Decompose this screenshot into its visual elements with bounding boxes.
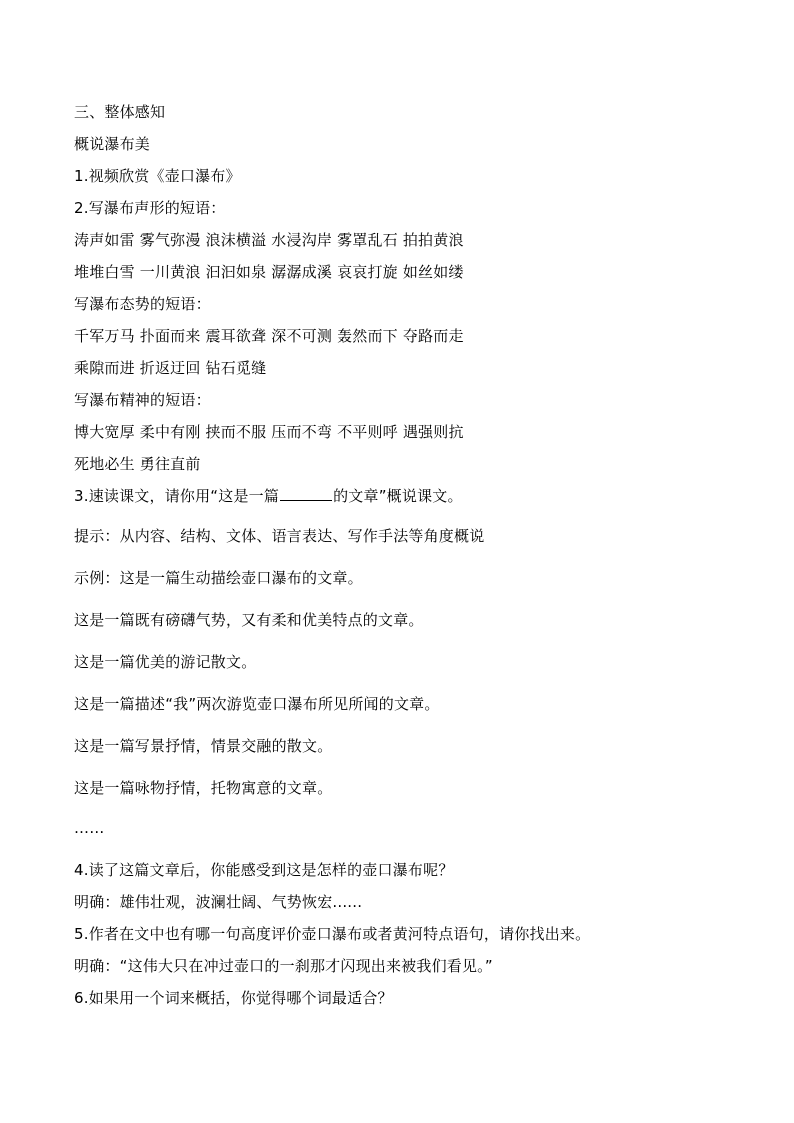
spirit-label: 写瀑布精神的短语： — [74, 391, 211, 409]
answer-4: 这是一篇写景抒情，情景交融的散文。 — [74, 737, 333, 755]
question-4-answer: 明确：雄伟壮观，波澜壮阔、气势恢宏...... — [74, 893, 363, 911]
question-3-suffix: 的文章”概说课文。 — [333, 487, 463, 505]
question-4: 4.读了这篇文章后，你能感受到这是怎样的壶口瀑布呢？ — [74, 861, 454, 879]
fill-in-blank — [280, 486, 332, 501]
section-heading: 三、整体感知 — [74, 103, 166, 121]
posture-phrases-row-1: 千军万马 扑面而来 震耳欲聋 深不可测 轰然而下 夺路而走 — [74, 327, 464, 345]
spirit-phrases-row-1: 博大宽厚 柔中有刚 挟而不服 压而不弯 不平则呼 遇强则抗 — [74, 423, 464, 441]
question-6: 6.如果用一个词来概括，你觉得哪个词最适合？ — [74, 989, 393, 1007]
hint-text: 提示：从内容、结构、文体、语言表达、写作手法等角度概说 — [74, 527, 485, 545]
question-3 — [74, 486, 463, 506]
posture-label: 写瀑布态势的短语： — [74, 295, 211, 313]
answer-5: 这是一篇咏物抒情，托物寓意的文章。 — [74, 779, 333, 797]
question-5: 5.作者在文中也有哪一句高度评价壶口瀑布或者黄河特点语句，请你找出来。 — [74, 925, 591, 943]
answer-3: 这是一篇描述“我”两次游览壶口瀑布所见所闻的文章。 — [74, 695, 440, 713]
question-1: 1.视频欣赏《壶口瀑布》 — [74, 167, 241, 185]
subheading: 概说瀑布美 — [74, 135, 151, 153]
sound-phrases-row-2: 堆堆白雪 一川黄浪 汩汩如泉 潺潺成溪 哀哀打旋 如丝如缕 — [74, 263, 464, 281]
sound-phrases-row-1: 涛声如雷 雾气弥漫 浪沫横溢 水浸沟岸 雾罩乱石 拍拍黄浪 — [74, 231, 464, 249]
question-2: 2.写瀑布声形的短语： — [74, 199, 226, 217]
example-text: 示例：这是一篇生动描绘壶口瀑布的文章。 — [74, 569, 363, 587]
spirit-phrases-row-2: 死地必生 勇往直前 — [74, 455, 201, 473]
answer-1: 这是一篇既有磅礴气势，又有柔和优美特点的文章。 — [74, 611, 424, 629]
ellipsis: …… — [74, 819, 105, 837]
answer-2: 这是一篇优美的游记散文。 — [74, 653, 257, 671]
question-3-prefix: 3.速读课文，请你用“这是一篇 — [74, 487, 280, 505]
question-5-answer: 明确：“这伟大只在冲过壶口的一刹那才闪现出来被我们看见。” — [74, 957, 493, 975]
posture-phrases-row-2: 乘隙而进 折返迂回 钻石觅缝 — [74, 359, 267, 377]
